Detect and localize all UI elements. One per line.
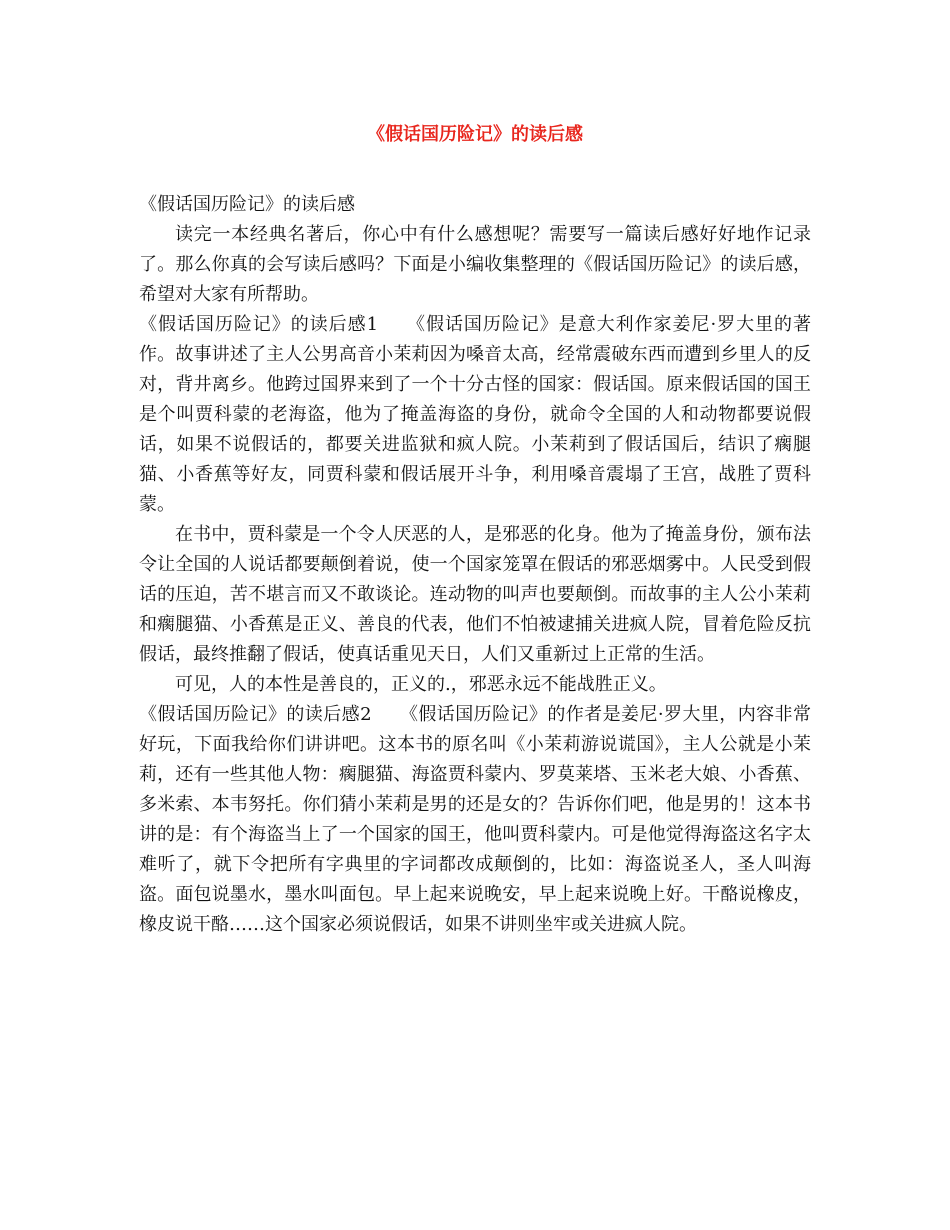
section2-first-text: 《假话国历险记》的作者是姜尼·罗大里，内容非常好玩，下面我给你们讲讲吧。这本书的原名叫《小茉莉游说谎国》，主人公就是小茉莉，还有一些其他人物：瘸腿猫、海盗贾科蒙内、罗莫莱塔、玉米老大娘、小香蕉、多米索、本韦努托。你们猜小茉莉是男的还是女的？告诉你们吧，他是男的！这本书讲的是：有个海盗当上了一个国家的国王，他叫贾科蒙内。可是他觉得海盗这名字太难听了，就下令把所有字典里的字词都改成颠倒的，比如：海盗说圣人，圣人叫海盗。面包说墨水，墨水叫面包。早上起来说晚安，早上起来说晚上好。干酪说橡皮，橡皮说干酪……这个国家必须说假话，如果不讲则坐牢或关进疯人院。 bbox=[139, 704, 811, 935]
section1-first-paragraph bbox=[139, 310, 811, 520]
document-body bbox=[139, 190, 811, 940]
document-title: 《假话国历险记》的读后感 bbox=[367, 124, 583, 145]
section1-first-text: 《假话国历险记》是意大利作家姜尼·罗大里的著作。故事讲述了主人公男高音小茉莉因为嗓音太高，经常震破东西而遭到乡里人的反对，背井离乡。他跨过国界来到了一个十分古怪的国家：假话国。原来假话国的国王是个叫贾科蒙的老海盗，他为了掩盖海盗的身份，就命令全国的人和动物都要说假话，如果不说假话的，都要关进监狱和疯人院。小茉莉到了假话国后，结识了瘸腿猫、小香蕉等好友，同贾科蒙和假话展开斗争，利用嗓音震塌了王宫，战胜了贾科蒙。 bbox=[139, 314, 811, 515]
section2-heading: 《假话国历险记》的读后感2 bbox=[139, 704, 372, 725]
section1-heading: 《假话国历险记》的读后感1 bbox=[139, 314, 379, 335]
section1-third-paragraph: 可见，人的本性是善良的，正义的.，邪恶永远不能战胜正义。 bbox=[175, 674, 667, 695]
intro-paragraph: 读完一本经典名著后，你心中有什么感想呢？需要写一篇读后感好好地作记录了。那么你真的会写读后感吗？下面是小编收集整理的《假话国历险记》的读后感，希望对大家有所帮助。 bbox=[139, 224, 811, 305]
intro-heading: 《假话国历险记》的读后感 bbox=[139, 194, 355, 215]
section2-first-paragraph bbox=[139, 700, 811, 940]
section1-second-paragraph: 在书中，贾科蒙是一个令人厌恶的人，是邪恶的化身。他为了掩盖身份，颁布法令让全国的人说话都要颠倒着说，使一个国家笼罩在假话的邪恶烟雾中。人民受到假话的压迫，苦不堪言而又不敢谈论。连动物的叫声也要颠倒。而故事的主人公小茉莉和瘸腿猫、小香蕉是正义、善良的代表，他们不怕被逮捕关进疯人院，冒着危险反抗假话，最终推翻了假话，使真话重见天日，人们又重新过上正常的生活。 bbox=[139, 524, 811, 665]
